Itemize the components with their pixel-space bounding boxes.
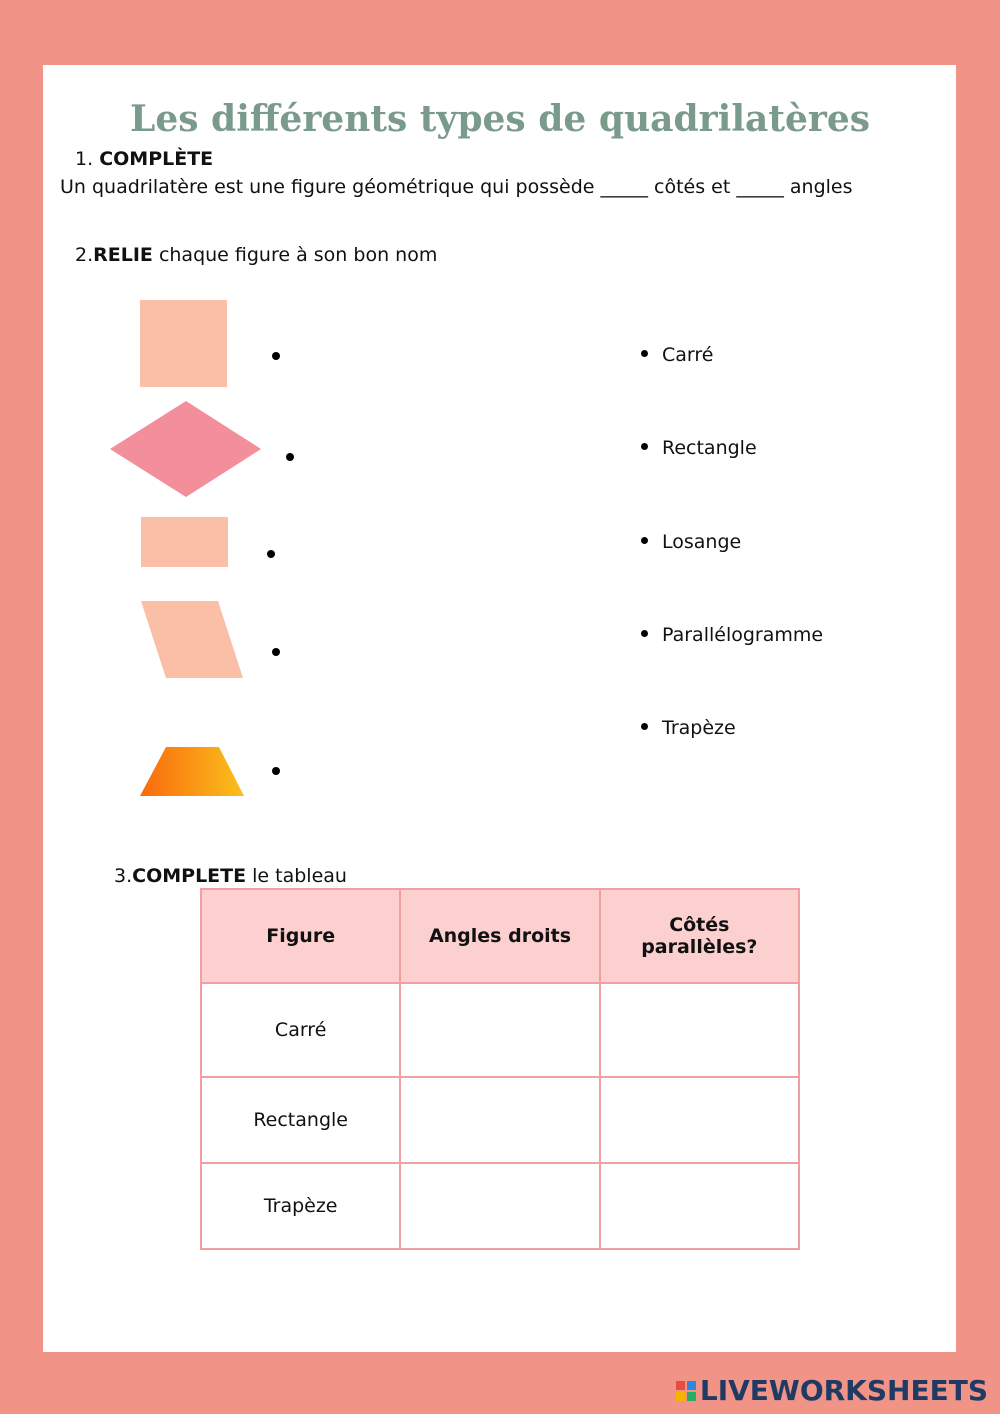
match-dot-rhombus[interactable] — [286, 453, 294, 461]
answer-cell[interactable] — [400, 1163, 599, 1249]
match-dot-parallelogram[interactable] — [272, 648, 280, 656]
row-figure-cell: Trapèze — [201, 1163, 400, 1249]
table-row — [201, 1163, 799, 1249]
question-2-number: 2. — [75, 244, 94, 266]
table-header-row — [201, 889, 799, 983]
question-3-instruction: le tableau — [246, 865, 347, 887]
question-2-label: RELIE — [93, 244, 153, 266]
header-angles-droits: Angles droits — [400, 889, 599, 983]
match-option-losange[interactable] — [641, 531, 741, 553]
match-dot-trapezoid[interactable] — [272, 767, 280, 775]
option-label: Carré — [662, 344, 714, 366]
answer-cell[interactable] — [400, 983, 599, 1077]
logo-mark-icon — [676, 1381, 696, 1401]
bullet-icon — [641, 723, 648, 730]
row-figure-cell: Carré — [201, 983, 400, 1077]
rectangle-shape — [141, 517, 228, 567]
match-dot-rectangle[interactable] — [267, 550, 275, 558]
row-figure-cell: Rectangle — [201, 1077, 400, 1163]
logo-text: LIVEWORKSHEETS — [699, 1374, 988, 1407]
answer-table — [200, 888, 800, 1250]
question-2-instruction: chaque figure à son bon nom — [152, 244, 438, 266]
liveworksheets-logo — [676, 1374, 988, 1407]
square-shape — [140, 300, 227, 387]
question-3-label: COMPLETE — [132, 865, 247, 887]
header-cotes-paralleles: Côtés parallèles? — [600, 889, 799, 983]
match-option-carre[interactable] — [641, 344, 713, 366]
table-row — [201, 1077, 799, 1163]
bullet-icon — [641, 630, 648, 637]
match-dot-square[interactable] — [272, 352, 280, 360]
option-label: Losange — [662, 531, 742, 553]
question-3-number: 3. — [114, 865, 133, 887]
parallelogram-shape — [141, 601, 243, 678]
question-1-sentence: Un quadrilatère est une figure géométrique qui possède _____ côtés et _____ angles — [60, 176, 853, 198]
question-1-label: COMPLÈTE — [99, 148, 214, 170]
table-row — [201, 983, 799, 1077]
answer-cell[interactable] — [400, 1077, 599, 1163]
question-3-heading — [114, 865, 347, 887]
trapezoid-shape — [140, 747, 244, 796]
bullet-icon — [641, 537, 648, 544]
header-figure: Figure — [201, 889, 400, 983]
match-option-parallelogramme[interactable] — [641, 624, 823, 646]
answer-cell[interactable] — [600, 983, 799, 1077]
match-option-rectangle[interactable] — [641, 437, 757, 459]
match-option-trapeze[interactable] — [641, 717, 736, 739]
bullet-icon — [641, 443, 648, 450]
page-title: Les différents types de quadrilatères — [130, 98, 870, 140]
bullet-icon — [641, 350, 648, 357]
question-1-number: 1. — [75, 148, 94, 170]
option-label: Trapèze — [662, 717, 736, 739]
answer-cell[interactable] — [600, 1077, 799, 1163]
answer-cell[interactable] — [600, 1163, 799, 1249]
option-label: Rectangle — [662, 437, 757, 459]
rhombus-shape — [110, 401, 261, 497]
option-label: Parallélogramme — [662, 624, 824, 646]
